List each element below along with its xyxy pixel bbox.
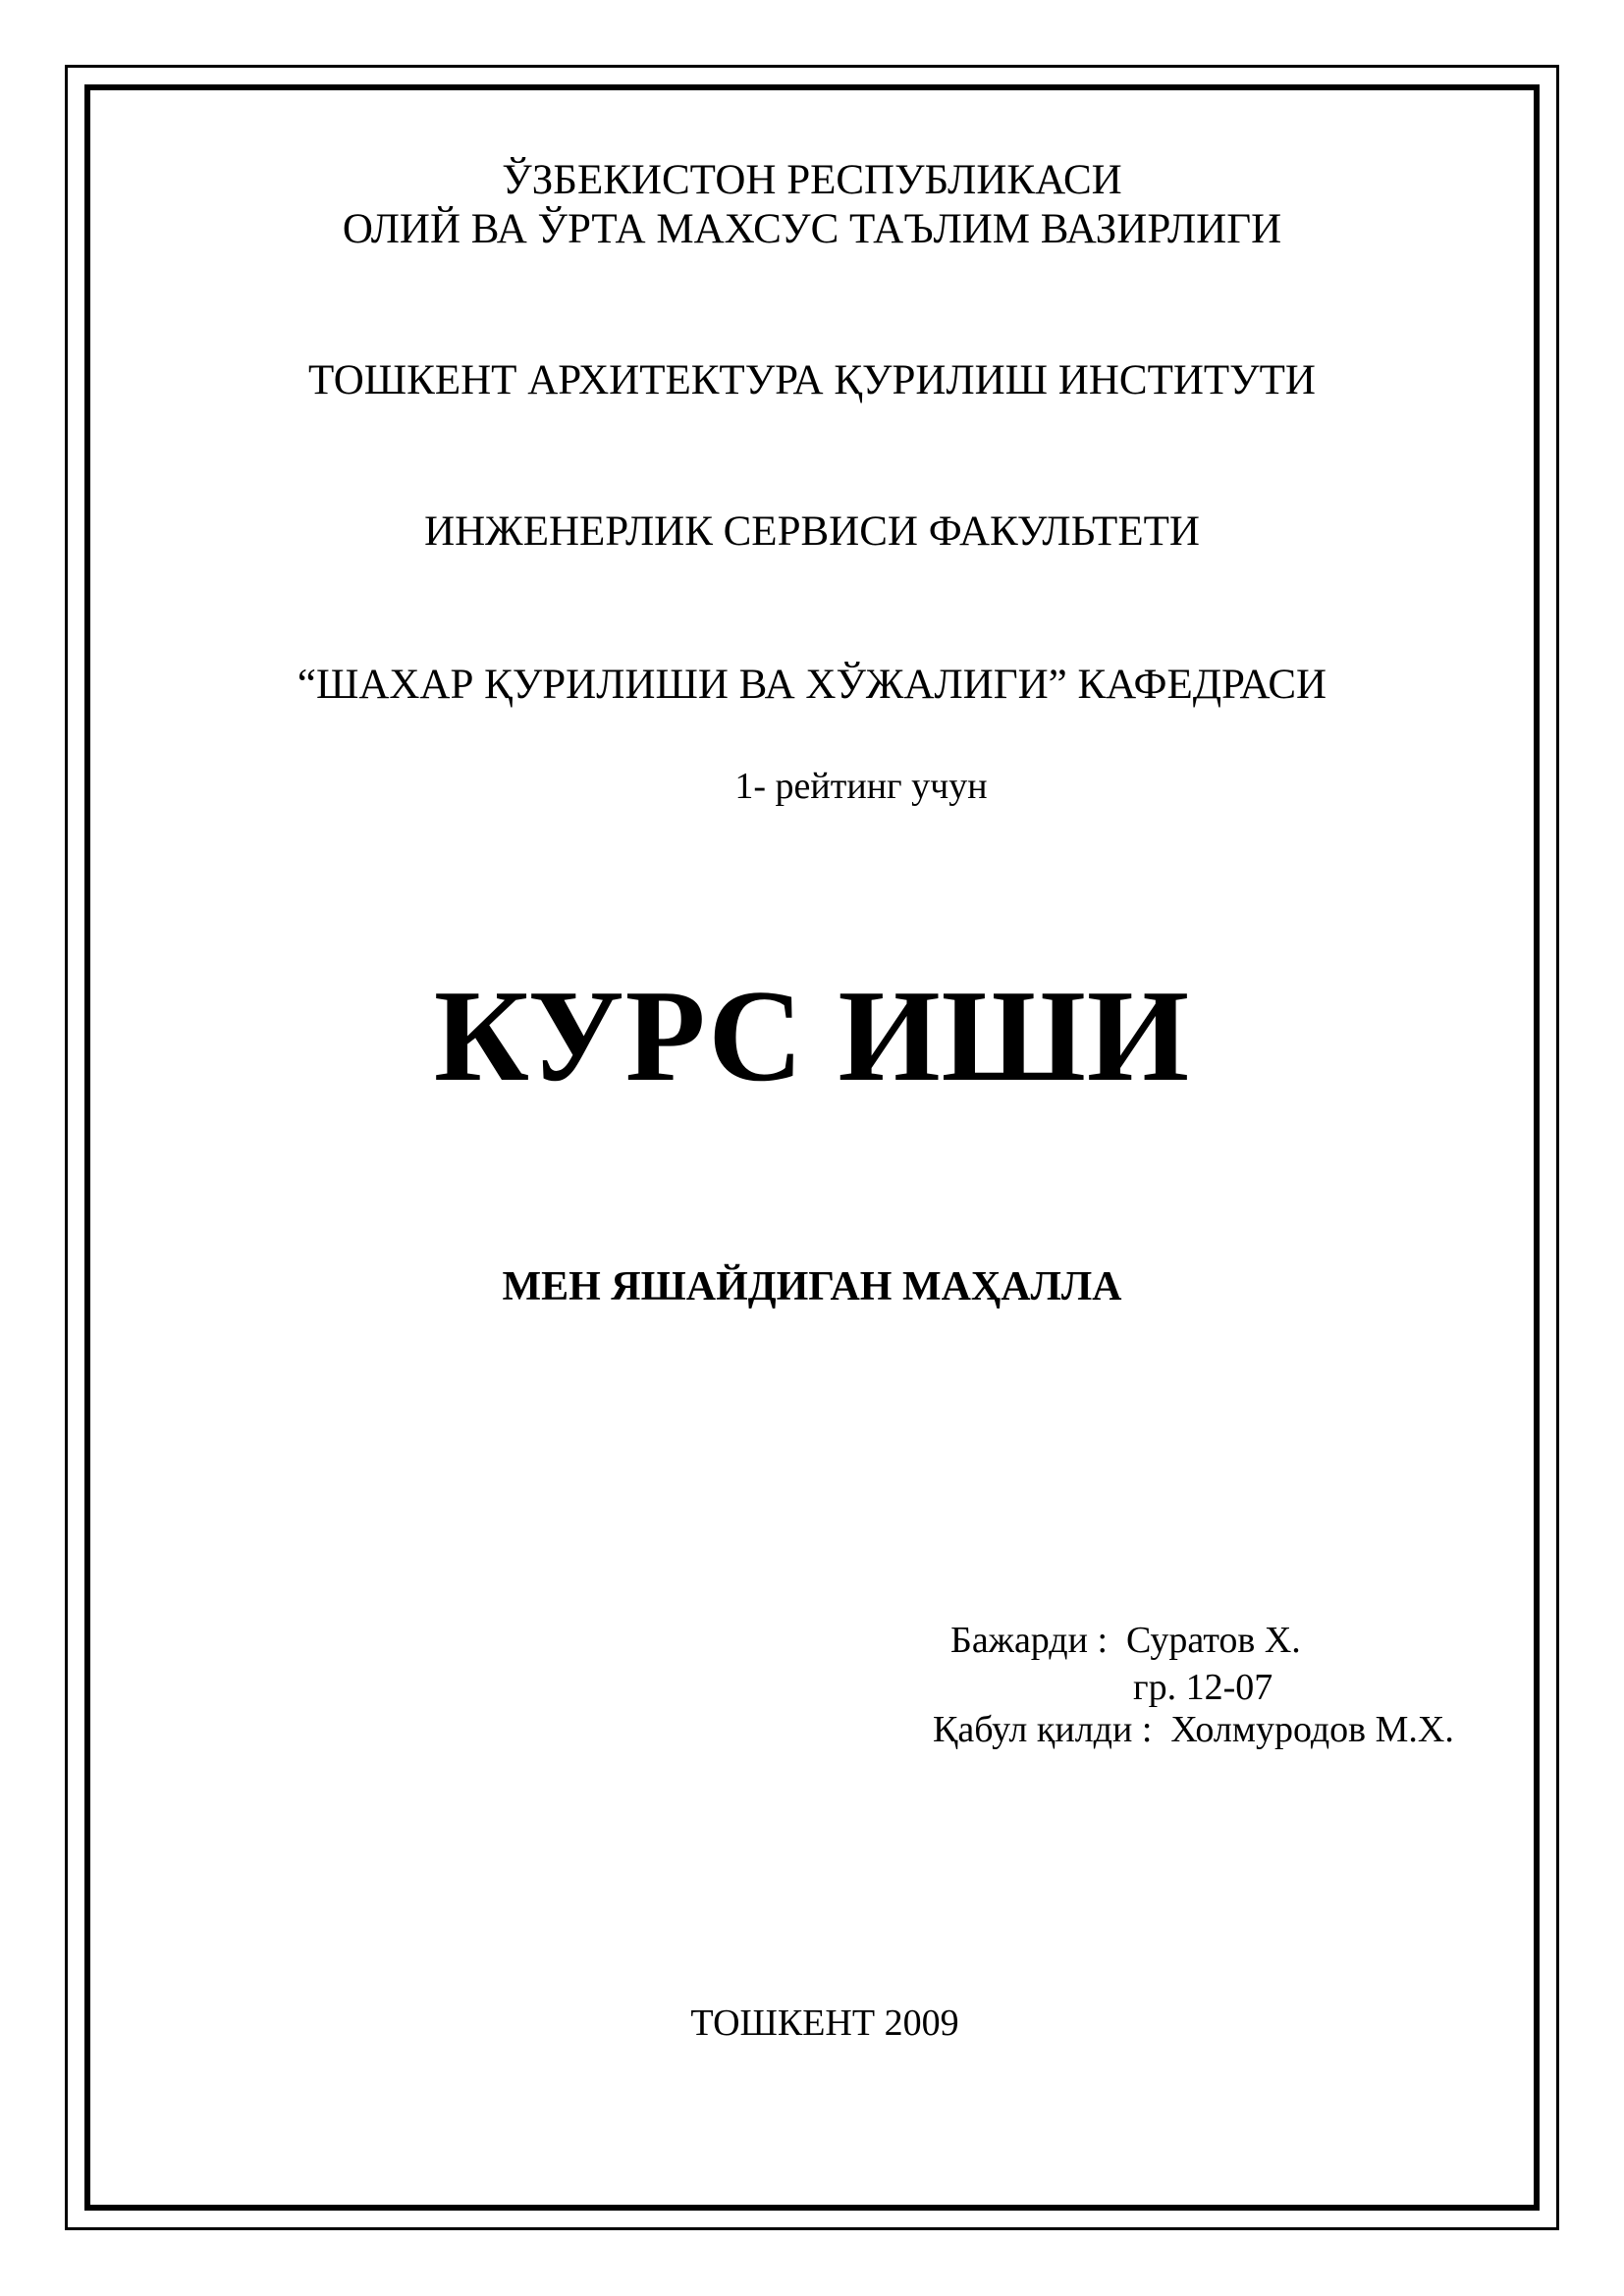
performed-by: Бажарди : Суратов Х. [950, 1620, 1301, 1661]
faculty-name: ИНЖЕНЕРЛИК СЕРВИСИ ФАКУЛЬТЕТИ [424, 508, 1200, 555]
accepted-by: Қабул қилди : Холмуродов М.Х. [933, 1709, 1454, 1750]
group-number: гр. 12-07 [1133, 1667, 1273, 1708]
institute-name: ТОШКЕНТ АРХИТЕКТУРА ҚУРИЛИШ ИНСТИТУТИ [308, 357, 1316, 403]
ministry-line-2: ОЛИЙ ВА ЎРТА МАХСУС ТАЪЛИМ ВАЗИРЛИГИ [342, 206, 1282, 252]
topic-title: МЕН ЯШАЙДИГАН МАҲАЛЛА [502, 1264, 1122, 1309]
department-name: “ШАХАР ҚУРИЛИШИ ВА ХЎЖАЛИГИ” КАФЕДРАСИ [297, 662, 1327, 708]
ministry-line-1: ЎЗБЕКИСТОН РЕСПУБЛИКАСИ [502, 157, 1122, 203]
document-title: КУРС ИШИ [433, 963, 1191, 1108]
city-year: ТОШКЕНТ 2009 [690, 2002, 959, 2044]
rating-label: 1- рейтинг учун [734, 766, 988, 807]
